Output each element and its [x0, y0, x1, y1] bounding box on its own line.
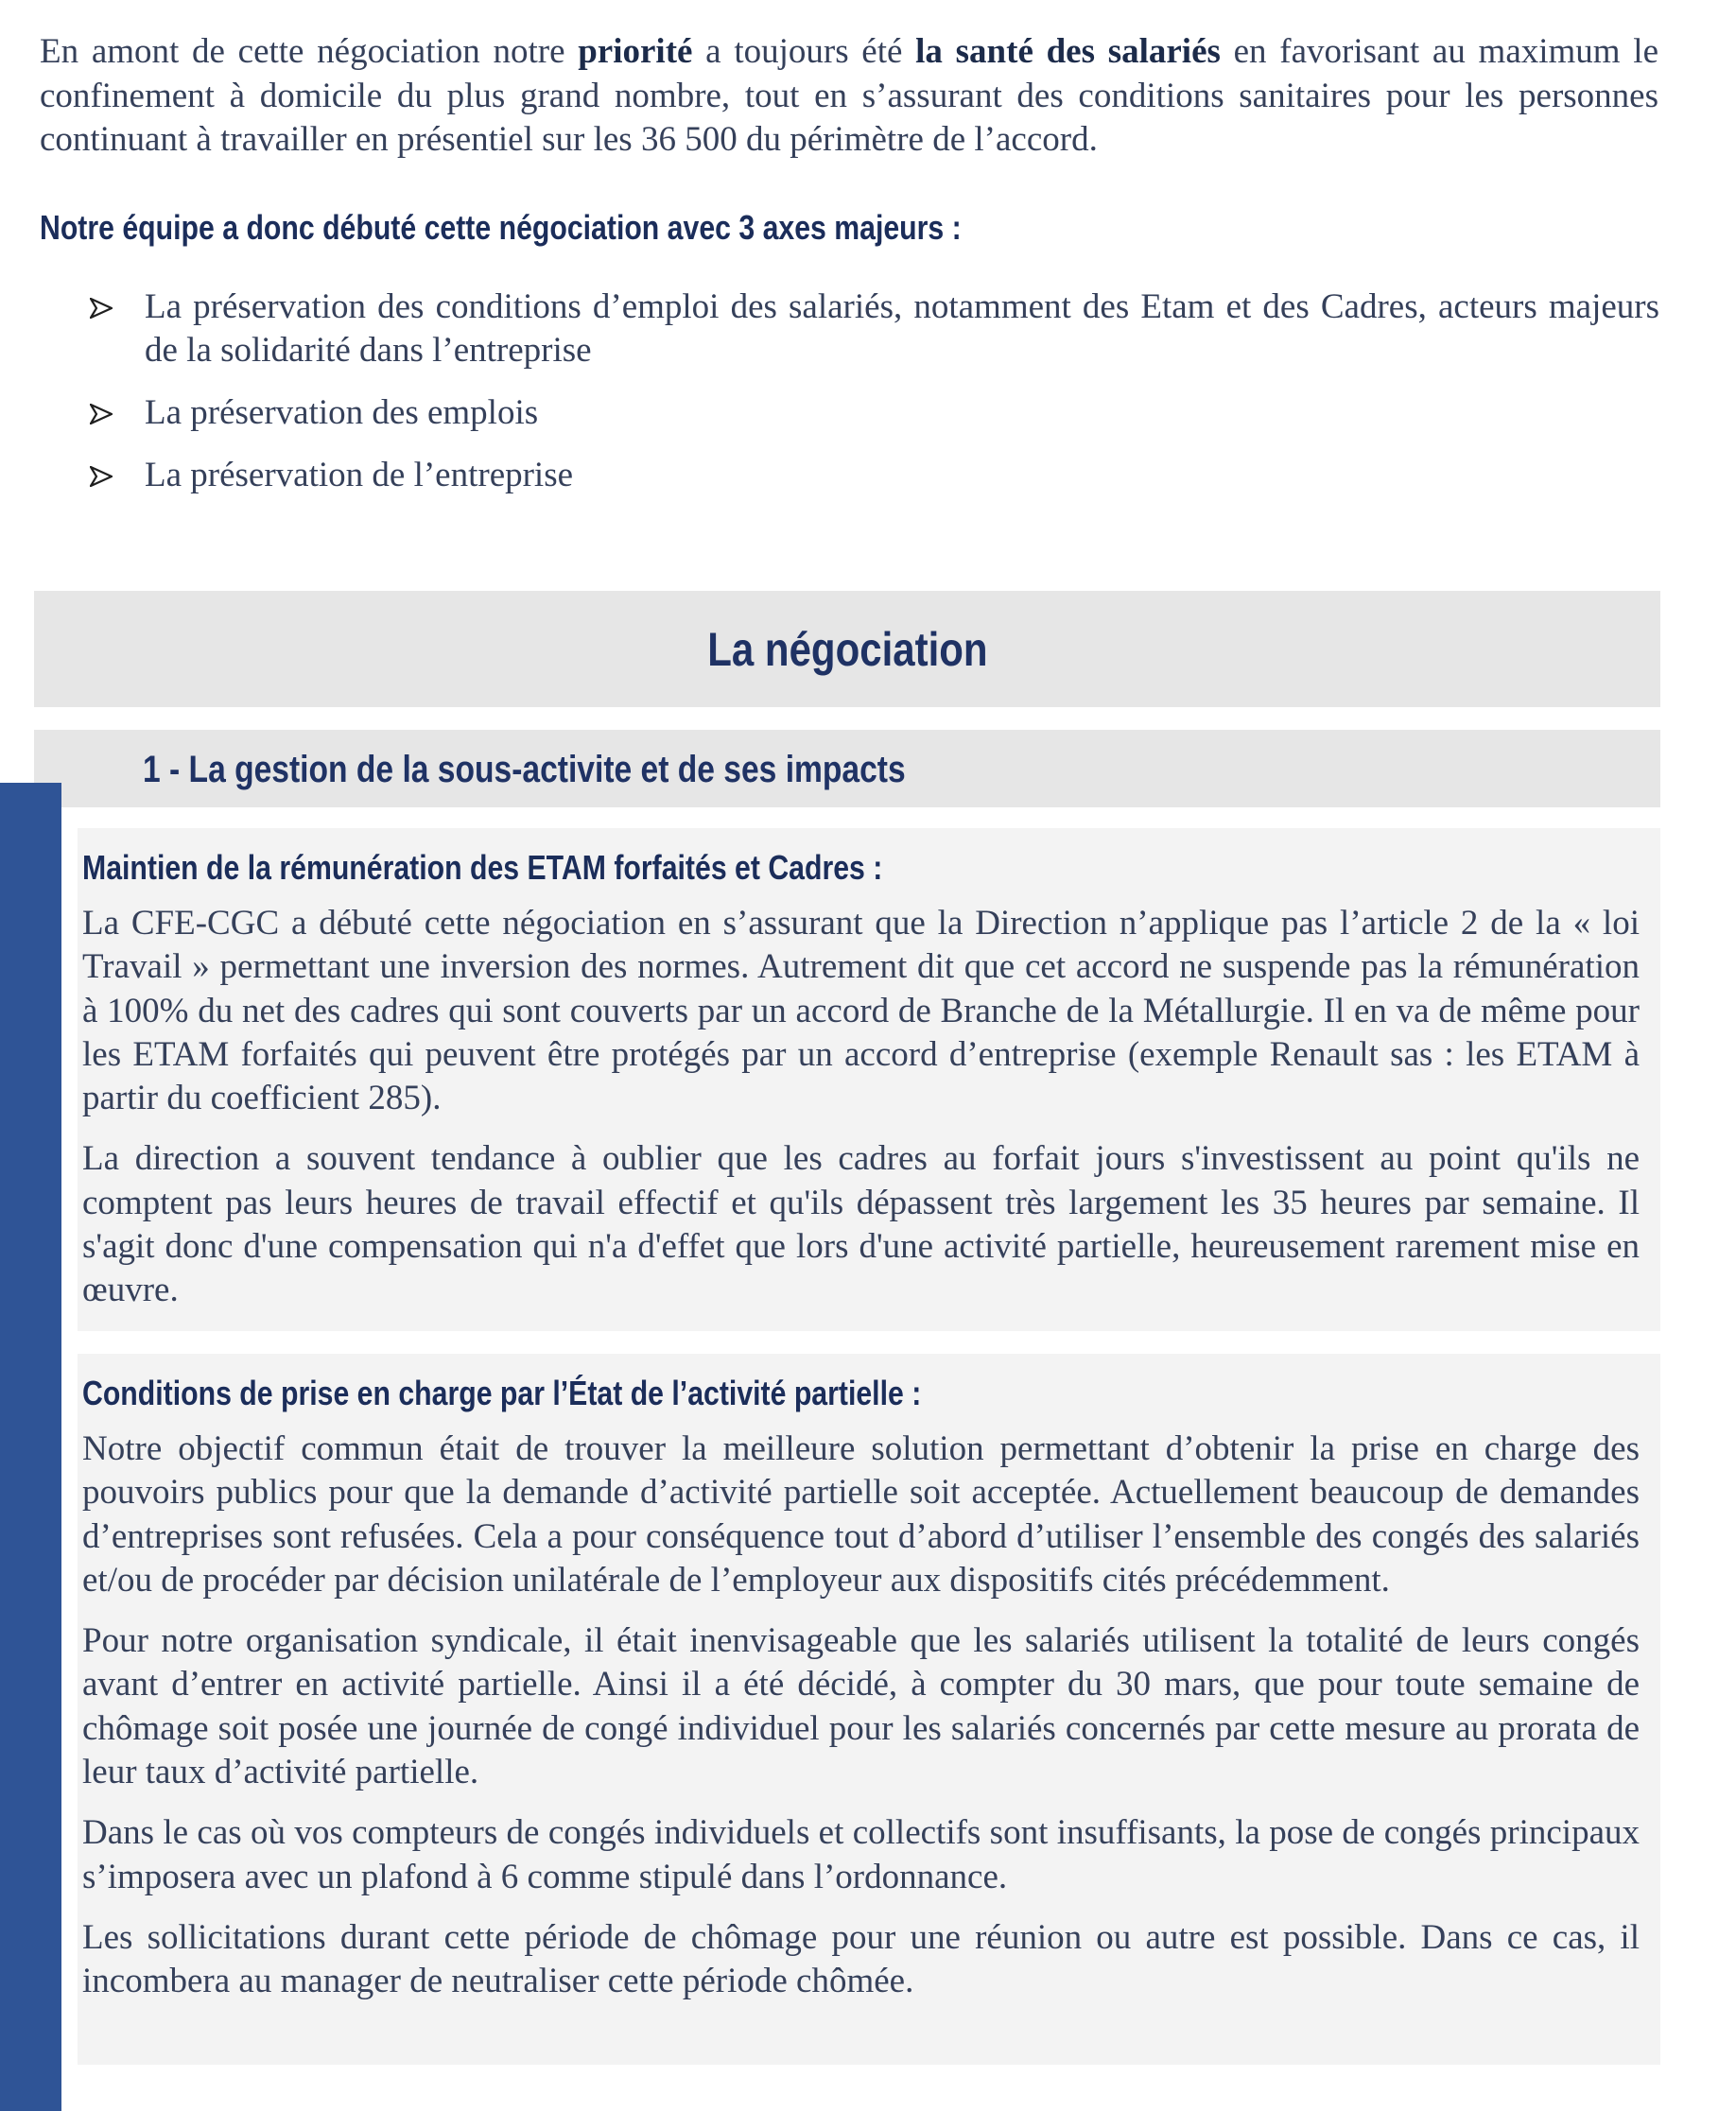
- intro-paragraph: [40, 30, 1658, 163]
- intro-bold-health: la santé des salariés: [915, 32, 1221, 71]
- intro-text-3: en favorisant au maximum le confinement à domicile du plus grand nombre, tout en s’assurant des conditions sanitaires pour les personnes continuant à travailler en présentiel sur les 36 500 du périmètre de l’accord.: [40, 32, 1658, 159]
- accent-side-bar: [0, 783, 61, 2111]
- box-paragraph: Notre objectif commun était de trouver la meilleure solution permettant d’obtenir la prise en charge des pouvoirs publics pour que la demande d’activité partielle soit acceptée. Actuellement beaucoup de demandes d’entreprises sont refusées. Cela a pour conséquence tout d’abord d’utiliser l’ensemble des congés des salariés et/ou de procéder par décision unilatérale de l’employeur aux dispositifs cités précédemment.: [82, 1429, 1640, 1600]
- list-item: [90, 286, 1659, 372]
- box-paragraph: Les sollicitations durant cette période de chômage pour une réunion ou autre est possible. Dans ce cas, il incombera au manager de neutraliser cette période chômée.: [82, 1917, 1640, 2001]
- axes-list: [90, 286, 1659, 497]
- box-paragraph: La direction a souvent tendance à oublier que les cadres au forfait jours s'investissent au point qu'ils ne comptent pas leurs heures de travail effectif et qu'ils dépassent très largement les 35 heures par semaine. Il s'agit donc d'une compensation qui n'a d'effet que lors d'une activité partielle, heureusement rarement mise en œuvre.: [82, 1139, 1640, 1310]
- arrowhead-bullet-icon: [90, 298, 113, 319]
- content-box-remuneration: [78, 828, 1660, 1331]
- axes-heading: Notre équipe a donc débuté cette négociation avec 3 axes majeurs :: [40, 208, 962, 247]
- section-header-bar: [34, 730, 1660, 807]
- box-heading: Maintien de la rémunération des ETAM forfaités et Cadres :: [82, 848, 883, 887]
- list-item: [90, 391, 1659, 435]
- arrowhead-bullet-icon: [90, 466, 113, 487]
- box-heading: Conditions de prise en charge par l’État de l’activité partielle :: [82, 1374, 922, 1412]
- axes-item-text: La préservation de l’entreprise: [145, 456, 574, 494]
- arrowhead-bullet-icon: [90, 404, 113, 424]
- box-paragraph: Pour notre organisation syndicale, il était inenvisageable que les salariés utilisent la totalité de leurs congés avant d’entrer en activité partielle. Ainsi il a été décidé, à compter du 30 mars, que pour toute semaine de chômage soit posée une journée de congé individuel pour les salariés concernés par cette mesure au prorata de leur taux d’activité partielle.: [82, 1621, 1640, 1792]
- intro-text-1: En amont de cette négociation notre: [40, 32, 579, 71]
- section-title: 1 - La gestion de la sous-activite et de ses impacts: [143, 749, 906, 790]
- axes-item-text: La préservation des emplois: [145, 393, 539, 432]
- list-item: [90, 454, 1659, 497]
- content-box-activite-partielle: [78, 1354, 1660, 2065]
- page-title: La négociation: [706, 622, 988, 676]
- negotiation-title-band: [34, 591, 1660, 707]
- box-paragraph: La CFE-CGC a débuté cette négociation en s’assurant que la Direction n’applique pas l’article 2 de la « loi Travail » permettant une inversion des normes. Autrement dit que cet accord ne suspende pas la rémunération à 100% du net des cadres qui sont couverts par un accord de Branche de la Métallurgie. Il en va de même pour les ETAM forfaités qui peuvent être protégés par un accord d’entreprise (exemple Renault sas : les ETAM à partir du coefficient 285).: [82, 904, 1640, 1118]
- intro-text-2: a toujours été: [692, 32, 916, 71]
- intro-bold-priority: priorité: [578, 32, 693, 71]
- axes-item-text: La préservation des conditions d’emploi des salariés, notamment des Etam et des Cadres, acteurs majeurs de la solidarité dans l’entreprise: [145, 287, 1659, 370]
- box-paragraph: Dans le cas où vos compteurs de congés individuels et collectifs sont insuffisants, la pose de congés principaux s’imposera avec un plafond à 6 comme stipulé dans l’ordonnance.: [82, 1813, 1640, 1896]
